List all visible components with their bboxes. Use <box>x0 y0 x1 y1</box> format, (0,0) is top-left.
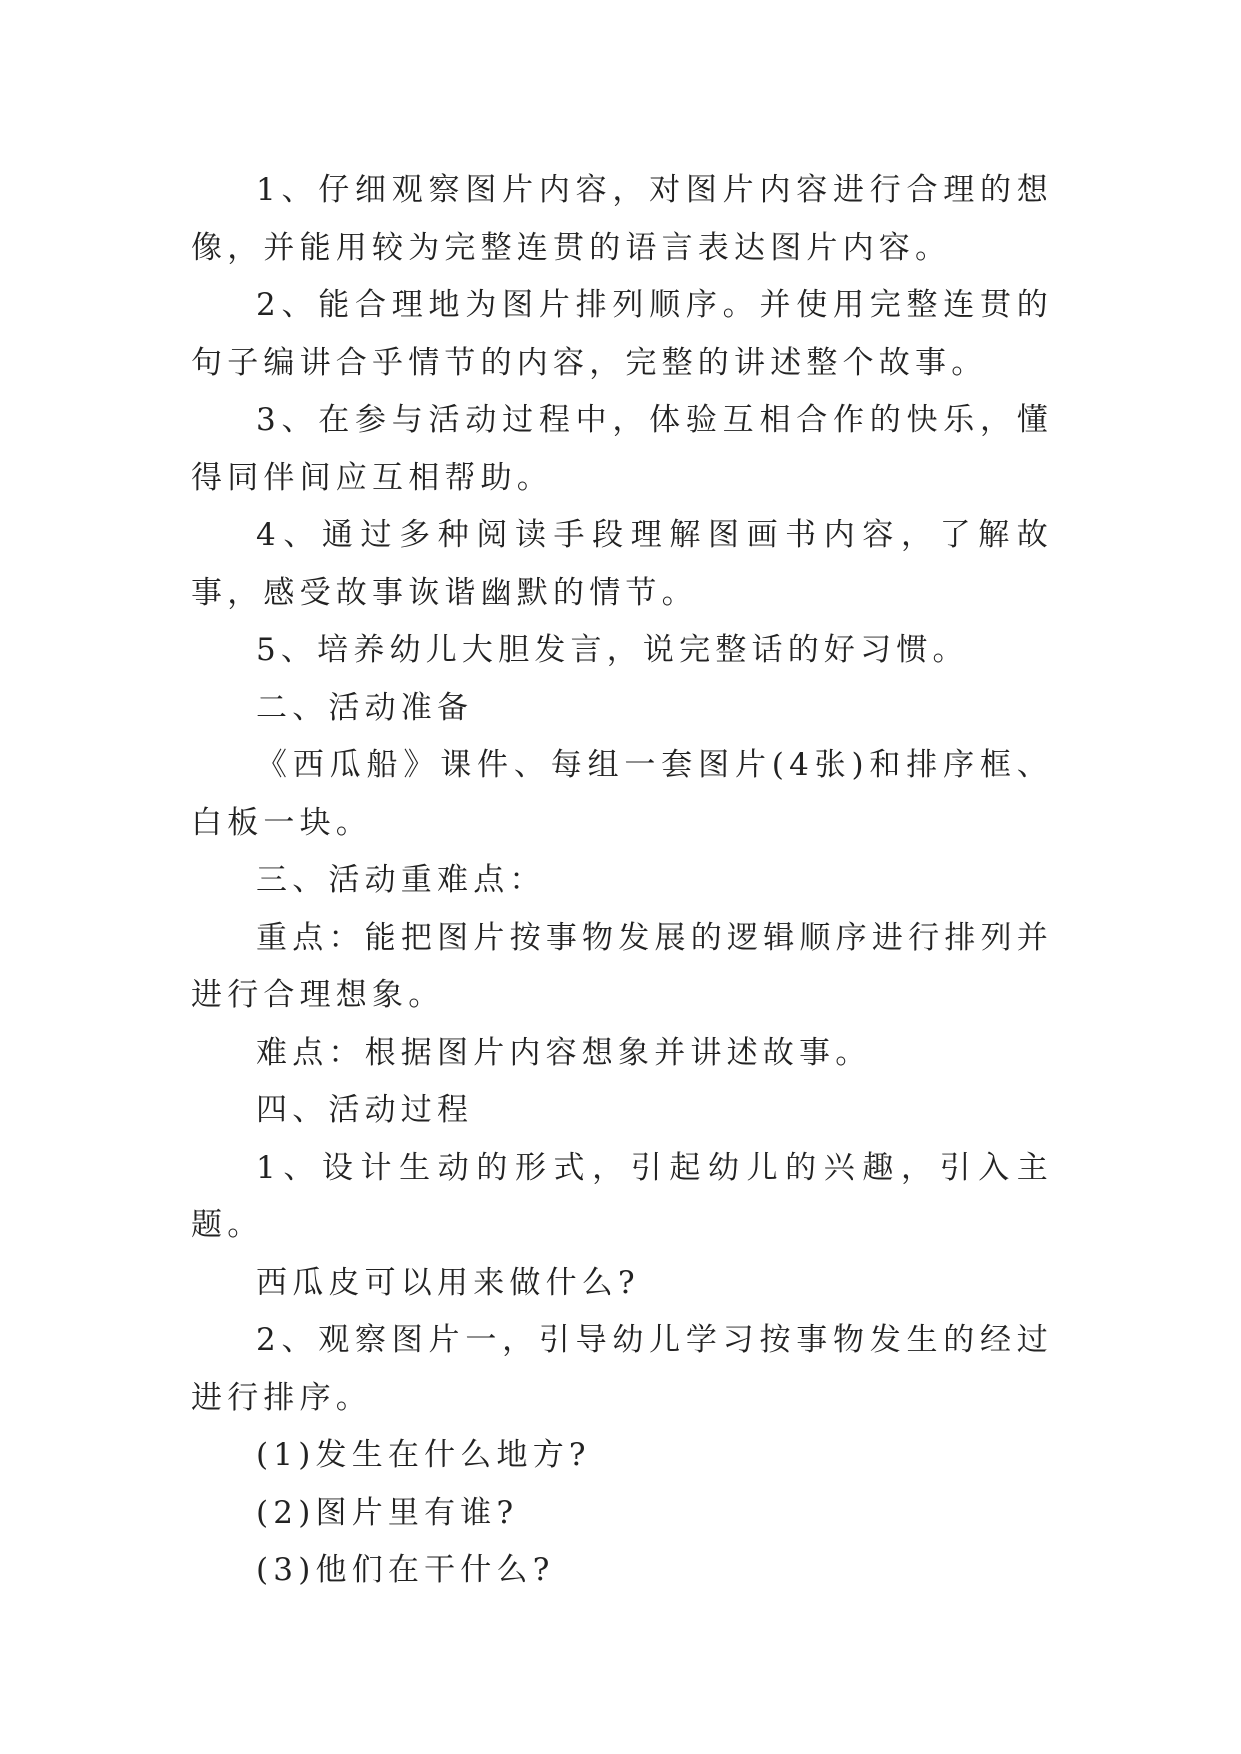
key-point: 重点：能把图片按事物发展的逻辑顺序进行排列并进行合理想象。 <box>191 919 1053 1013</box>
objective-3: 3、在参与活动过程中，体验互相合作的快乐，懂得同伴间应互相帮助。 <box>191 402 1053 496</box>
section-heading-preparation: 二、活动准备 <box>256 689 474 726</box>
section-heading-key-points: 三、活动重难点： <box>256 862 546 898</box>
process-step-2: 2、观察图片一，引导幼儿学习按事物发生的经过进行排序。 <box>191 1322 1053 1416</box>
process-step-1: 1、设计生动的形式，引起幼儿的兴趣，引入主题。 <box>191 1149 1053 1243</box>
section-heading-process: 四、活动过程 <box>256 1092 474 1128</box>
objective-4: 4、通过多种阅读手段理解图画书内容，了解故事，感受故事诙谐幽默的情节。 <box>191 517 1053 611</box>
sub-question-2: (2)图片里有谁? <box>256 1494 519 1531</box>
sub-question-1: (1)发生在什么地方? <box>256 1437 591 1473</box>
objective-2: 2、能合理地为图片排列顺序。并使用完整连贯的句子编讲合乎情节的内容，完整的讲述整个故事。 <box>191 287 1053 381</box>
document-body <box>191 162 1053 1600</box>
objective-1: 1、仔细观察图片内容，对图片内容进行合理的想像，并能用较为完整连贯的语言表达图片内容。 <box>191 172 1053 266</box>
objective-5: 5、培养幼儿大胆发言，说完整话的好习惯。 <box>256 632 969 668</box>
preparation-text: 《西瓜船》课件、每组一套图片(4张)和排序框、白板一块。 <box>191 747 1053 841</box>
sub-question-3: (3)他们在干什么? <box>256 1552 555 1588</box>
difficult-point: 难点：根据图片内容想象并讲述故事。 <box>256 1034 872 1071</box>
process-question: 西瓜皮可以用来做什么? <box>256 1264 640 1301</box>
